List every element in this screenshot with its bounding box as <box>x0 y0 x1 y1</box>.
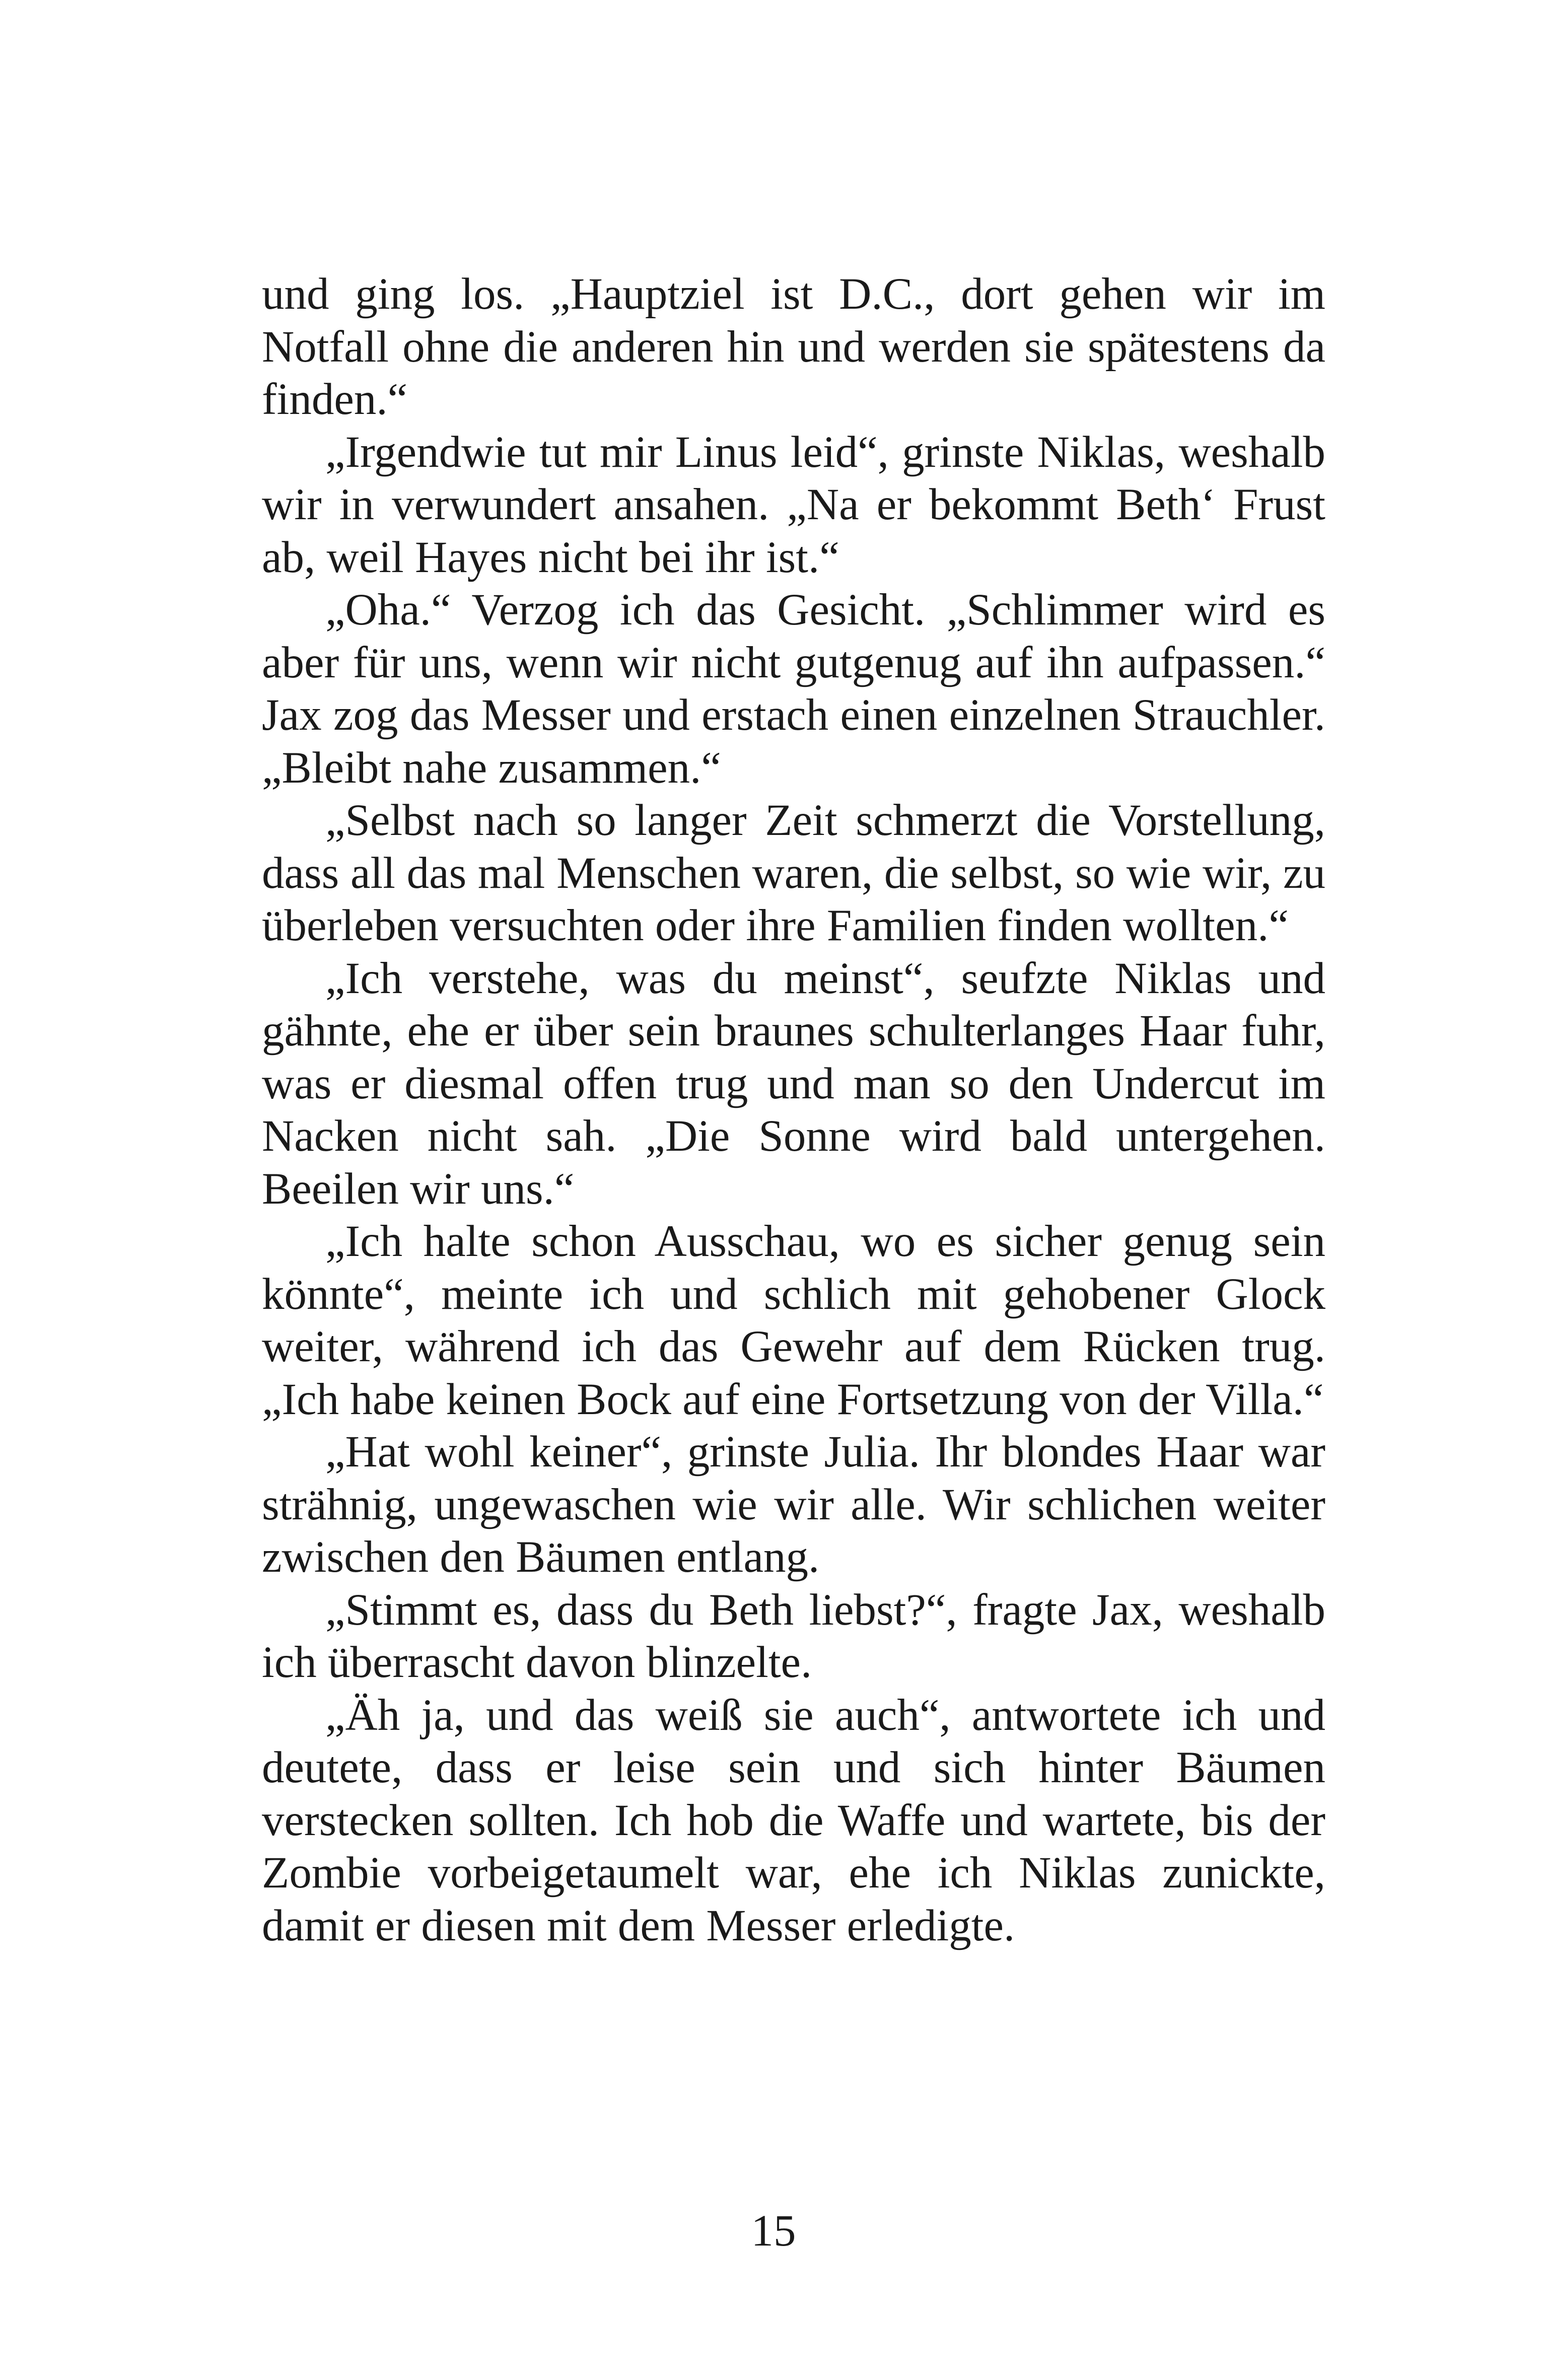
paragraph-3: „Oha.“ Verzog ich das Gesicht. „Schlimmer wird es aber für uns, wenn wir nicht gutgenug auf ihn aufpassen.“ Jax zog das Messer und erstach einen einzelnen Strauchler. „Bleibt nahe zusammen.“ <box>262 585 1325 793</box>
paragraph-7: „Hat wohl keiner“, grinste Julia. Ihr blondes Haar war strähnig, ungewaschen wie wir alle. Wir schlichen weiter zwischen den Bäumen entlang. <box>262 1427 1325 1582</box>
paragraph-5: „Ich verstehe, was du meinst“, seufzte Niklas und gähnte, ehe er über sein braunes schulterlanges Haar fuhr, was er diesmal offen trug und man so den Undercut im Nacken nicht sah. „Die Sonne wird bald untergehen. Beeilen wir uns.“ <box>262 953 1325 1214</box>
paragraph-8: „Stimmt es, dass du Beth liebst?“, fragte Jax, weshalb ich überrascht davon blinzelte. <box>262 1585 1325 1687</box>
paragraph-1: und ging los. „Hauptziel ist D.C., dort gehen wir im Notfall ohne die anderen hin und werden sie spätestens da finden.“ <box>262 269 1325 424</box>
paragraph-2: „Irgendwie tut mir Linus leid“, grinste Niklas, weshalb wir in verwundert ansahen. „Na er bekommt Beth‘ Frust ab, weil Hayes nicht bei ihr ist.“ <box>262 427 1325 582</box>
paragraph-6: „Ich halte schon Ausschau, wo es sicher genug sein könnte“, meinte ich und schlich mit gehobener Glock weiter, während ich das Gewehr auf dem Rücken trug. „Ich habe keinen Bock auf eine Fortsetzung von der Villa.“ <box>262 1217 1325 1424</box>
paragraph-4: „Selbst nach so langer Zeit schmerzt die Vorstellung, dass all das mal Menschen waren, die selbst, so wie wir, zu überleben versuchten oder ihre Familien finden wollten.“ <box>262 796 1325 950</box>
paragraph-9: „Äh ja, und das weiß sie auch“, antwortete ich und deutete, dass er leise sein und sich hinter Bäumen verstecken sollten. Ich hob die Waffe und wartete, bis der Zombie vorbeigetaumelt war, ehe ich Niklas zunickte, damit er diesen mit dem Messer erledigte. <box>262 1690 1325 1950</box>
body-text <box>262 268 1325 1952</box>
page-number: 15 <box>751 2206 796 2256</box>
